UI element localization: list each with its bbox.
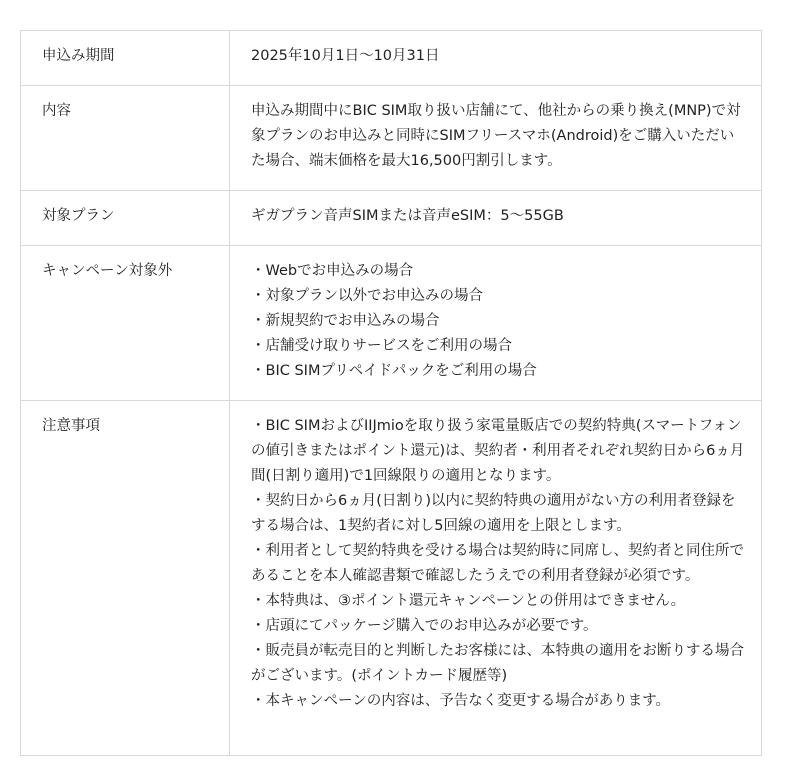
campaign-details-table [20,30,762,756]
plan-value: ギガプラン音声SIMまたは音声eSIM：5〜55GB [230,191,762,246]
list-item: ・本特典は、③ポイント還元キャンペーンとの併用はできません。 [251,593,686,609]
excluded-list [251,259,745,384]
notes-label: 注意事項 [21,401,230,756]
list-item: ・新規契約でお申込みの場合 [251,313,440,329]
table-row-period [21,31,762,86]
table-row-excluded [21,246,762,401]
notes-list [251,414,745,714]
list-item: ・Webでお申込みの場合 [251,263,414,279]
content-value: 申込み期間中にBIC SIM取り扱い店舗にて、他社からの乗り換え(MNP)で対象プランのお申込みと同時にSIMフリースマホ(Android)をご購入いただいた場合、端末価格を最大16,500円割引します。 [230,86,762,191]
period-label: 申込み期間 [21,31,230,86]
excluded-value [230,246,762,401]
list-item: ・BIC SIMおよびIIJmioを取り扱う家電量販店での契約特典(スマートフォンの値引きまたはポイント還元)は、契約者・利用者それぞれ契約日から6ヵ月間(日割り適用)で1回線限りの適用となります。 [251,418,745,484]
list-item: ・BIC SIMプリペイドパックをご利用の場合 [251,363,537,379]
table-row-plan [21,191,762,246]
list-item: ・本キャンペーンの内容は、予告なく変更する場合があります。 [251,693,671,709]
notes-value [230,401,762,756]
list-item: ・利用者として契約特典を受ける場合は契約時に同席し、契約者と同住所であることを本人確認書類で確認したうえでの利用者登録が必須です。 [251,543,744,584]
table-row-content [21,86,762,191]
list-item: ・店舗受け取りサービスをご利用の場合 [251,338,512,354]
table-row-notes [21,401,762,756]
period-value: 2025年10月1日〜10月31日 [230,31,762,86]
excluded-label: キャンペーン対象外 [21,246,230,401]
content-label: 内容 [21,86,230,191]
plan-label: 対象プラン [21,191,230,246]
list-item: ・店頭にてパッケージ購入でのお申込みが必要です。 [251,618,598,634]
list-item: ・契約日から6ヵ月(日割り)以内に契約特典の適用がない方の利用者登録をする場合は、1契約者に対し5回線の適用を上限とします。 [251,493,736,534]
list-item: ・対象プラン以外でお申込みの場合 [251,288,483,304]
list-item: ・販売員が転売目的と判断したお客様には、本特典の適用をお断りする場合がございます。(ポイントカード履歴等) [251,643,744,684]
